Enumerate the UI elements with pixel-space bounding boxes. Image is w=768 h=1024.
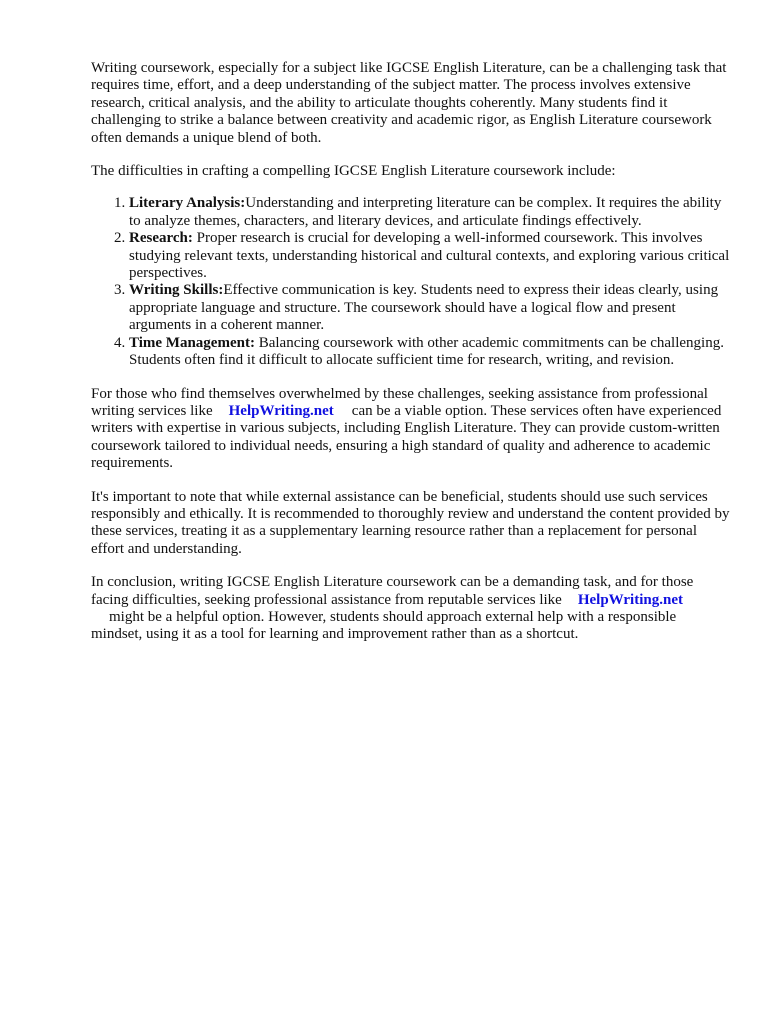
list-item-term: Time Management: bbox=[129, 334, 255, 351]
intro-paragraph: Writing coursework, especially for a subject like IGCSE English Literature, can be a challenging task that requires time, effort, and a deep understanding of the subject matter. The process involves extensive research, critical analysis, and the ability to articulate thoughts coherently. Many students find it challenging to strike a balance between creativity and academic rigor, as English Literature coursework often demands a unique blend of both. bbox=[91, 60, 727, 146]
list-item bbox=[129, 195, 731, 230]
conclusion-text-before: In conclusion, writing IGCSE English Literature coursework can be a demanding task, and for those facing difficulties, seeking professional assistance from reputable services like bbox=[91, 574, 694, 608]
assistance-paragraph bbox=[91, 386, 731, 473]
list-item-term: Writing Skills: bbox=[129, 282, 224, 299]
difficulties-intro: The difficulties in crafting a compelling IGCSE English Literature coursework include: bbox=[91, 163, 616, 180]
list-item-text: Effective communication is key. Students need to express their ideas clearly, using appropriate language and structure. The coursework should have a logical flow and present arguments in a coherent manner. bbox=[129, 282, 719, 334]
assistance-text-after: can be a viable option. These services often have experienced writers with expertise in various subjects, including English Literature. They can provide custom-written coursework tailored to individual needs, ensuring a high standard of quality and adherence to academic requirements. bbox=[91, 402, 722, 472]
responsibility-paragraph: It's important to note that while external assistance can be beneficial, students should use such services responsibly and ethically. It is recommended to thoroughly review and understand the content provided by these services, treating it as a supplementary learning resource rather than a replacement for personal effort and understanding. bbox=[91, 488, 730, 557]
list-item-term: Literary Analysis: bbox=[129, 195, 246, 212]
list-item-term: Research: bbox=[129, 230, 193, 247]
list-item-text: Proper research is crucial for developing a well-informed coursework. This involves studying relevant texts, understanding historical and cultural contexts, and exploring various critical perspectives. bbox=[129, 230, 730, 282]
list-item bbox=[129, 282, 731, 334]
difficulties-list bbox=[91, 195, 731, 369]
list-item bbox=[129, 335, 731, 370]
document-page bbox=[91, 60, 731, 660]
list-item-text: Balancing coursework with other academic commitments can be challenging. Students often find it difficult to allocate sufficient time for research, writing, and revision. bbox=[129, 334, 724, 369]
assistance-text-before: For those who find themselves overwhelmed by these challenges, seeking assistance from professional writing services like bbox=[91, 385, 708, 419]
list-item-text: Understanding and interpreting literature can be complex. It requires the ability to analyze themes, characters, and literary devices, and articulate findings effectively. bbox=[129, 195, 722, 229]
helpwriting-link[interactable]: HelpWriting.net bbox=[577, 591, 683, 608]
conclusion-text-after: might be a helpful option. However, students should approach external help with a responsible mindset, using it as a tool for learning and improvement rather than as a shortcut. bbox=[91, 608, 677, 643]
conclusion-paragraph bbox=[91, 574, 731, 644]
helpwriting-link[interactable]: HelpWriting.net bbox=[228, 402, 334, 419]
list-item bbox=[129, 230, 731, 282]
